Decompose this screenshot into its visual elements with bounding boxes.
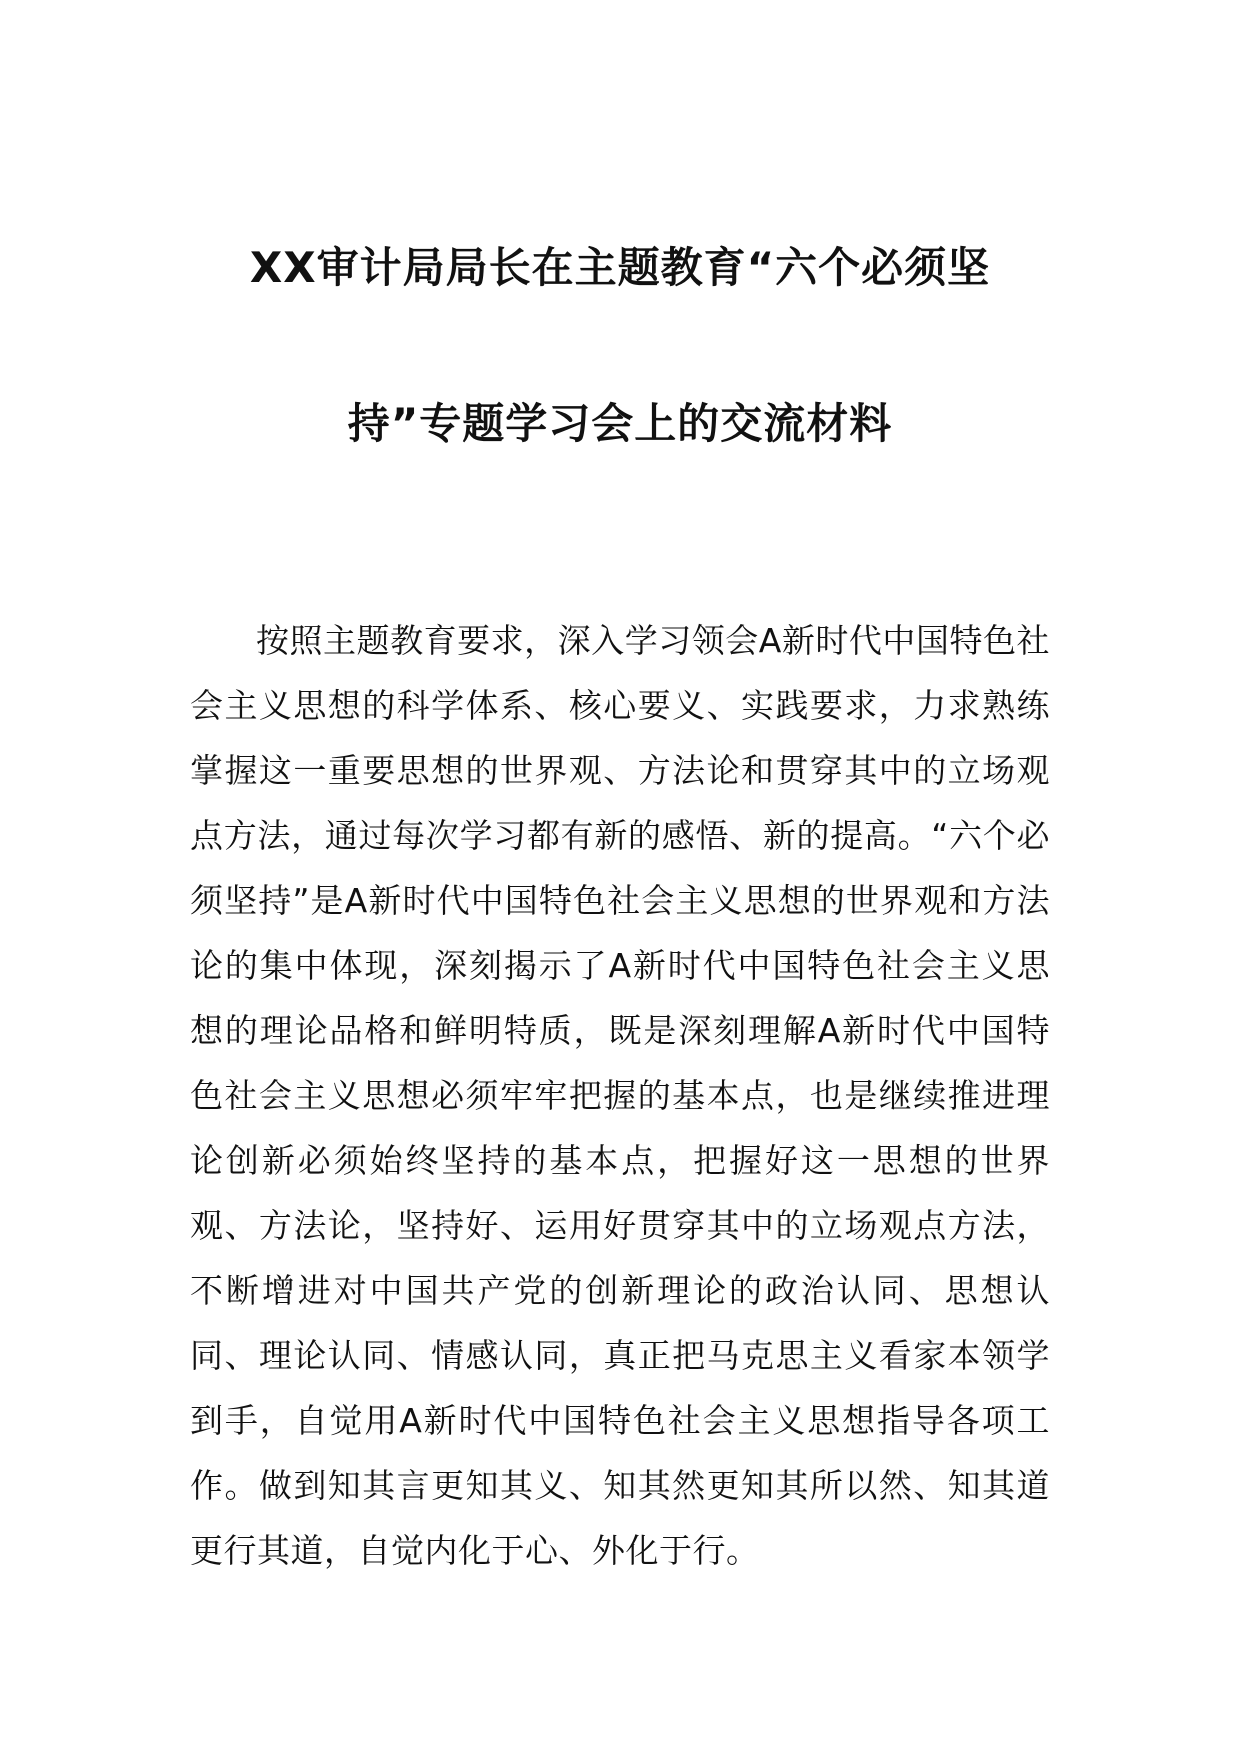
- title-line-1: XX审计局局长在主题教育“六个必须坚: [249, 243, 991, 292]
- title-line-2: 持”专题学习会上的交流材料: [347, 399, 893, 448]
- document-title: [160, 190, 1080, 502]
- body-paragraph: 按照主题教育要求，深入学习领会A新时代中国特色社会主义思想的科学体系、核心要义、实践要求，力求熟练掌握这一重要思想的世界观、方法论和贯穿其中的立场观点方法，通过每次学习都有新的感悟、新的提高。“六个必须坚持”是A新时代中国特色社会主义思想的世界观和方法论的集中体现，深刻揭示了A新时代中国特色社会主义思想的理论品格和鲜明特质，既是深刻理解A新时代中国特色社会主义思想必须牢牢把握的基本点，也是继续推进理论创新必须始终坚持的基本点，把握好这一思想的世界观、方法论，坚持好、运用好贯穿其中的立场观点方法，不断增进对中国共产党的创新理论的政治认同、思想认同、理论认同、情感认同，真正把马克思主义看家本领学到手，自觉用A新时代中国特色社会主义思想指导各项工作。做到知其言更知其义、知其然更知其所以然、知其道更行其道，自觉内化于心、外化于行。: [190, 621, 1050, 1570]
